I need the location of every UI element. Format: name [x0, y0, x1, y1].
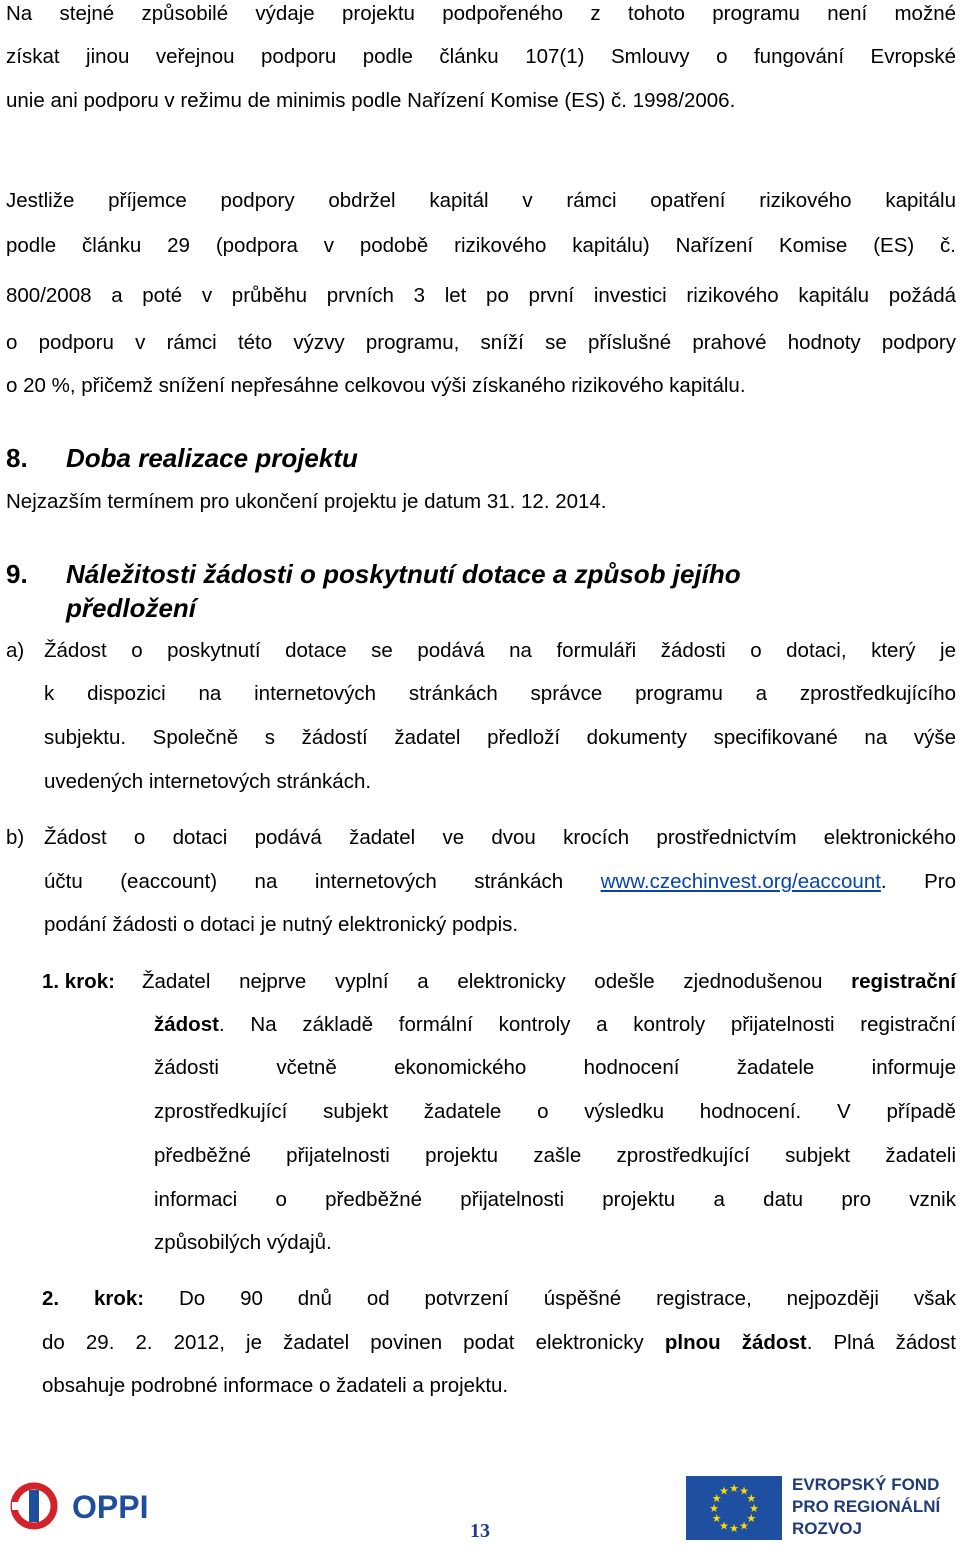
eu-star-icon: ★ — [719, 1519, 729, 1533]
risk-line-1: Jestliže příjemce podpory obdržel kapitál v rámci opatření rizikového kapitálu — [6, 189, 956, 212]
eu-star-icon: ★ — [719, 1484, 729, 1498]
eu-star-icon: ★ — [746, 1492, 757, 1505]
erdf-line-3: ROZVOJ — [792, 1519, 862, 1538]
section-9-title: Náležitosti žádosti o poskytnutí dotace a způsob jejího — [66, 559, 741, 589]
intro-line-2: získat jinou veřejnou podporu podle článku 107(1) Smlouvy o fungování Evropské — [6, 45, 956, 68]
step-2-line-2-end: . Plná žádost — [806, 1331, 956, 1354]
item-a-line-2: k dispozici na internetových stránkách správce programu a zprostředkujícího — [44, 682, 956, 705]
section-9-heading — [6, 558, 741, 590]
eu-star-icon: ★ — [711, 1512, 722, 1525]
intro-line-3: unie ani podporu v režimu de minimis podle Nařízení Komise (ES) č. 1998/2006. — [6, 89, 736, 112]
section-8-title: Doba realizace projektu — [66, 443, 358, 473]
item-a-line-4: uvedených internetových stránkách. — [44, 770, 372, 793]
oppi-logo — [8, 1480, 178, 1532]
eu-star-icon: ★ — [711, 1492, 722, 1505]
item-b-line-2 — [44, 868, 956, 896]
step-2-line-2-bold: plnou žádost — [664, 1331, 807, 1354]
eaccount-link[interactable]: www.czechinvest.org/eaccount — [600, 870, 881, 893]
step-2-line-2-start: do 29. 2. 2012, je žadatel povinen podat elektronicky — [42, 1331, 665, 1354]
section-8-text: Nejzazším termínem pro ukončení projektu je datum 31. 12. 2014. — [6, 490, 607, 513]
section-8-number: 8. — [6, 443, 28, 473]
step-1-line-2-text: . Na základě formální kontroly a kontroly přijatelnosti registrační — [218, 1013, 956, 1036]
erdf-logo — [680, 1468, 958, 1542]
step-2-line-1-text: Do 90 dnů od potvrzení úspěšné registrace, nejpozději však — [178, 1287, 956, 1310]
erdf-logo-graphic — [680, 1468, 958, 1542]
item-b-line-2-start: účtu (eaccount) na internetových stránkách — [44, 870, 601, 893]
step-2-label: 2. krok: — [42, 1287, 145, 1310]
item-a-line-1: Žádost o poskytnutí dotace se podává na formuláři žádosti o dotaci, který je — [44, 639, 956, 662]
step-1-line-3: žádosti včetně ekonomického hodnocení žadatele informuje — [154, 1056, 956, 1079]
erdf-line-2: PRO REGIONÁLNÍ — [792, 1497, 941, 1516]
step-1-line-1-text: Žadatel nejprve vyplní a elektronicky odešle zjednodušenou — [142, 970, 823, 993]
risk-line-3: 800/2008 a poté v průběhu prvních 3 let po první investici rizikového kapitálu požádá — [6, 284, 956, 307]
page-number: 13 — [470, 1520, 490, 1542]
intro-line-1: Na stejné způsobilé výdaje projektu podpořeného z tohoto programu není možné — [6, 2, 956, 25]
risk-line-5: o 20 %, přičemž snížení nepřesáhne celkovou výši získaného rizikového kapitálu. — [6, 374, 746, 397]
section-9-heading-cont — [66, 592, 196, 624]
step-1-label-text: 1. krok: — [42, 970, 115, 993]
step-1-line-2 — [154, 1011, 956, 1039]
oppi-logo-text: OPPI — [72, 1489, 149, 1525]
section-8-heading — [6, 442, 358, 474]
eu-star-icon: ★ — [729, 1522, 739, 1535]
erdf-line-1: EVROPSKÝ FOND — [792, 1475, 940, 1494]
step-1-line-1 — [142, 968, 956, 996]
item-b-line-3: podání žádosti o dotaci je nutný elektronický podpis. — [44, 913, 519, 936]
item-b-line-1: Žádost o dotaci podává žadatel ve dvou krocích prostřednictvím elektronického — [44, 826, 956, 849]
oppi-logo-gap — [12, 1502, 20, 1510]
risk-line-2: podle článku 29 (podpora v podobě rizikového kapitálu) Nařízení Komise (ES) č. — [6, 234, 956, 257]
section-9-title-cont: předložení — [66, 593, 197, 623]
step-1-line-2-bold: žádost — [154, 1013, 219, 1036]
eu-star-icon: ★ — [746, 1512, 757, 1525]
eu-star-icon: ★ — [709, 1502, 719, 1515]
eu-star-icon: ★ — [729, 1482, 739, 1495]
eu-star-icon: ★ — [739, 1519, 749, 1533]
section-9-number: 9. — [6, 559, 28, 589]
step-1-label — [42, 968, 152, 996]
step-1-line-5: předběžné přijatelnosti projektu zašle zprostředkující subjekt žadateli — [154, 1144, 956, 1167]
item-b-line-2-end: . Pro — [880, 870, 956, 893]
oppi-logo-bar — [29, 1490, 39, 1522]
risk-line-4: o podporu v rámci této výzvy programu, sníží se příslušné prahové hodnoty podpory — [6, 331, 956, 354]
step-1-line-6: informaci o předběžné přijatelnosti projektu a datu pro vznik — [154, 1188, 956, 1211]
eu-star-icon: ★ — [749, 1502, 759, 1515]
oppi-logo-graphic — [8, 1480, 178, 1532]
item-a-line-3: subjektu. Společně s žádostí žadatel předloží dokumenty specifikované na výše — [44, 726, 956, 749]
step-2-line-2 — [42, 1329, 956, 1357]
step-2-line-1 — [42, 1285, 956, 1313]
step-1-line-7: způsobilých výdajů. — [154, 1231, 332, 1254]
eu-star-icon: ★ — [739, 1484, 749, 1498]
step-1-line-1-bold: registrační — [851, 970, 956, 993]
step-2-line-3: obsahuje podrobné informace o žadateli a projektu. — [42, 1374, 509, 1397]
item-b-marker: b) — [6, 826, 25, 849]
item-a-marker: a) — [6, 639, 25, 662]
step-1-line-4: zprostředkující subjekt žadatele o výsledku hodnocení. V případě — [154, 1100, 956, 1123]
